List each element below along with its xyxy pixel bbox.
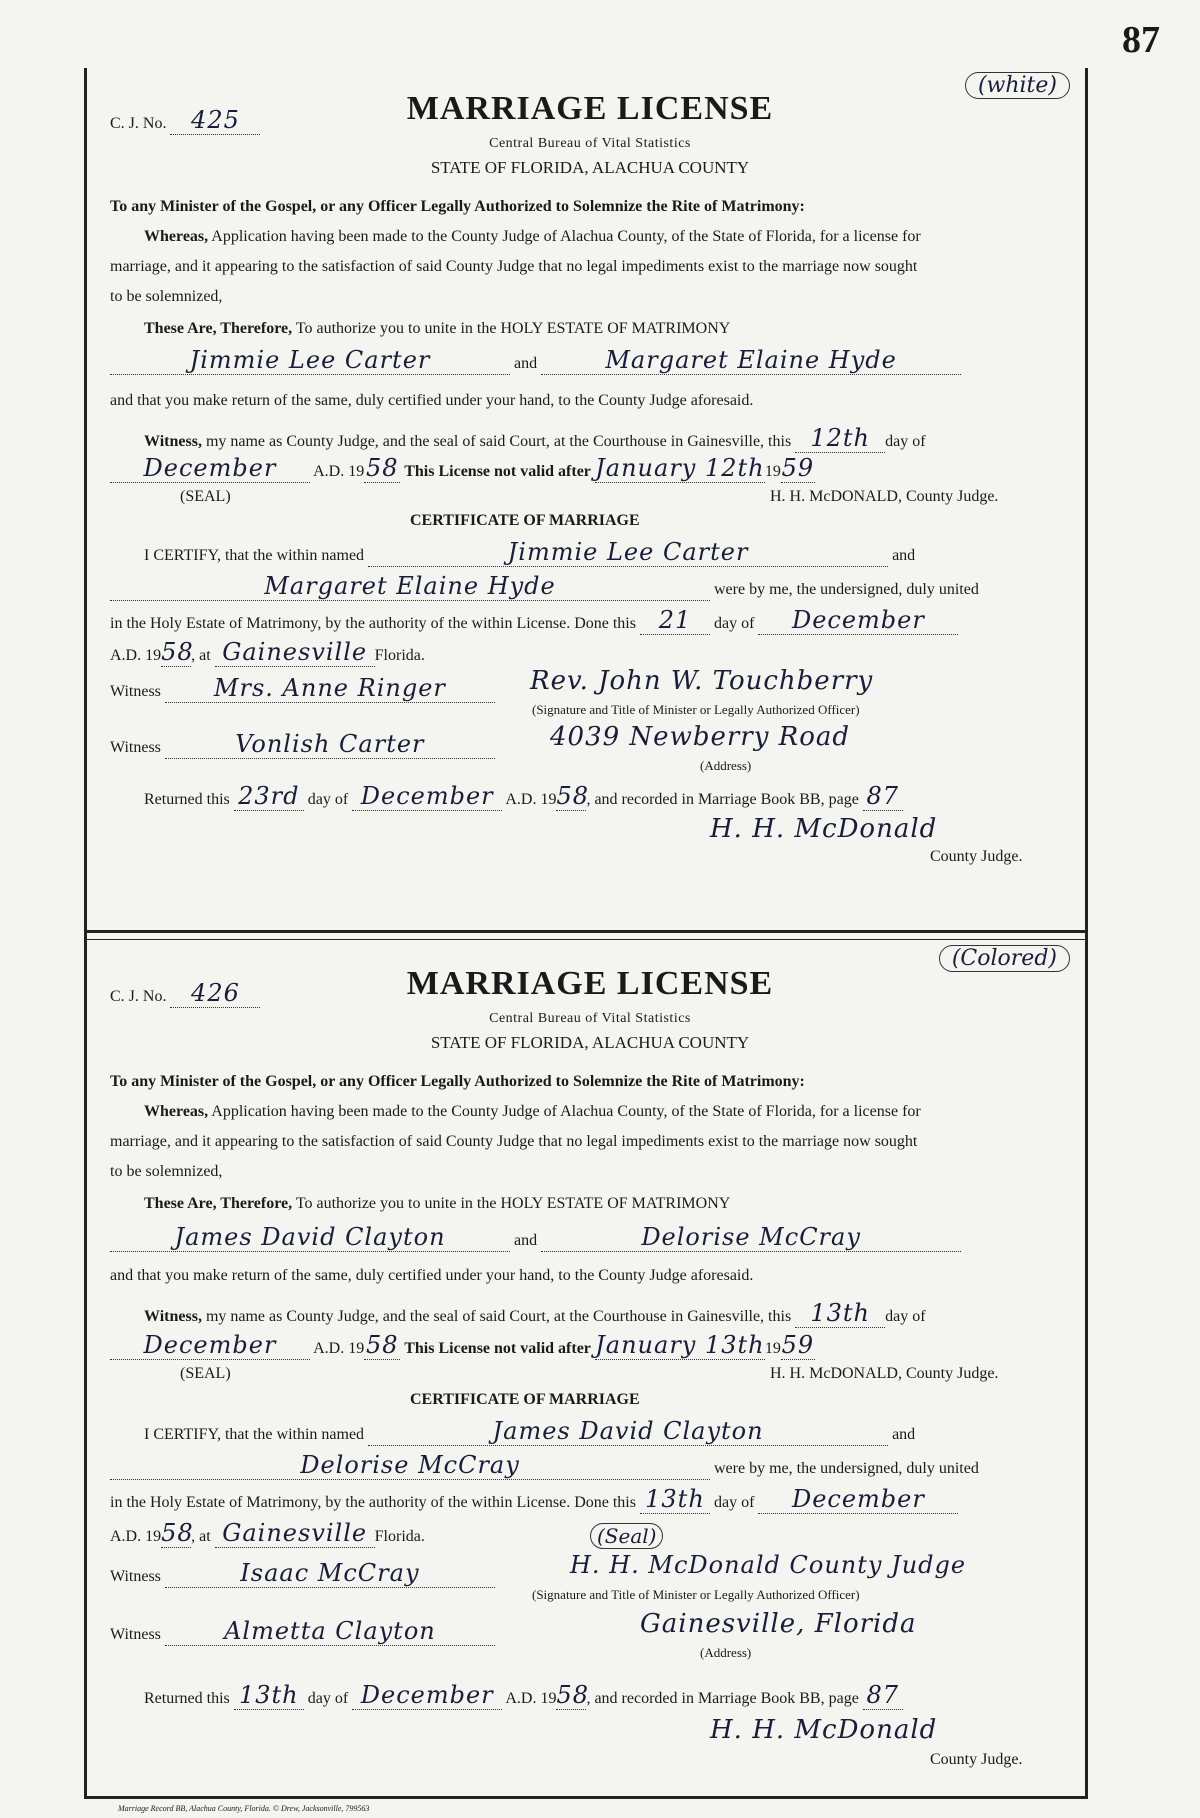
- signature-caption: (Signature and Title of Minister or Legally Authorized Officer): [532, 1587, 860, 1602]
- at-word: , at: [191, 1528, 211, 1545]
- license-title: MARRIAGE LICENSE: [406, 90, 774, 127]
- done-ad: A.D. 19: [110, 1528, 162, 1545]
- returned-text: Returned this: [144, 1690, 230, 1707]
- returned-line: [144, 782, 903, 811]
- whereas-text-1: Application having been made to the County Judge of Alachua County, of the State of Florida, for a license for: [211, 228, 921, 245]
- cert-bride-name: Delorise McCray: [110, 1451, 710, 1480]
- whereas-line-3: to be solemnized,: [110, 1163, 223, 1180]
- address-line: To any Minister of the Gospel, or any Officer Legally Authorized to Solemnize the Rite of Matrimony:: [110, 1073, 805, 1090]
- witness-line: [144, 424, 926, 453]
- bureau-name: Central Bureau of Vital Statistics: [489, 136, 691, 151]
- holy-estate-line: [110, 1485, 958, 1514]
- day-of: day of: [885, 1308, 926, 1325]
- returned-ad: A.D. 19: [505, 791, 557, 808]
- witness-1-name: Mrs. Anne Ringer: [165, 674, 495, 703]
- sheet-bottom-rule: [84, 1796, 1088, 1799]
- judge-signature: H. H. McDonald: [710, 814, 938, 844]
- day-of: day of: [885, 433, 926, 450]
- these-text: To authorize you to unite in the HOLY ESTATE OF MATRIMONY: [295, 320, 731, 337]
- witness-lead: Witness,: [144, 433, 202, 450]
- united-text: were by me, the undersigned, duly united: [714, 581, 979, 598]
- cert-bride-line: [110, 1451, 979, 1480]
- cj-number: 426: [170, 979, 260, 1008]
- done-day: 21: [640, 606, 710, 635]
- whereas-text-1: Application having been made to the County Judge of Alachua County, of the State of Florida, for a license for: [211, 1103, 921, 1120]
- certify-text: I CERTIFY, that the within named: [144, 1426, 365, 1443]
- expiry-date: January 13th: [595, 1331, 765, 1359]
- witness-text: my name as County Judge, and the seal of said Court, at the Courthouse in Gainesville, this: [205, 1308, 792, 1325]
- county-judge-label: County Judge.: [930, 1751, 1023, 1768]
- these-text: To authorize you to unite in the HOLY ESTATE OF MATRIMONY: [295, 1195, 731, 1212]
- issue-date-line: [110, 454, 815, 483]
- couple-line: [110, 346, 961, 375]
- issue-year: 58: [365, 1331, 399, 1359]
- returned-day: 13th: [234, 1681, 304, 1710]
- officiant-signature-wrap: [570, 1551, 966, 1579]
- seal-handwritten: (Seal): [590, 1523, 663, 1549]
- county-judge-label: County Judge.: [930, 848, 1023, 865]
- witness-2-name: Almetta Clayton: [165, 1617, 495, 1646]
- issue-date-line: [110, 1331, 815, 1360]
- judge-signature-wrap: [710, 1715, 937, 1745]
- race-note: (Colored): [939, 945, 1070, 972]
- officiant-signature-wrap: [530, 666, 873, 696]
- bride-name: Margaret Elaine Hyde: [541, 346, 961, 375]
- record-page: 87: [863, 1681, 903, 1710]
- done-place-line: [110, 638, 425, 667]
- bride-name: Delorise McCray: [541, 1223, 961, 1252]
- done-day-of: day of: [713, 1494, 755, 1511]
- and-word: and: [514, 355, 538, 372]
- groom-name: Jimmie Lee Carter: [110, 346, 510, 375]
- return-line: and that you make return of the same, duly certified under your hand, to the County Judge aforesaid.: [110, 392, 754, 409]
- whereas-line-2: marriage, and it appearing to the satisfaction of said County Judge that no legal impediments exist to the marriage now sought: [110, 258, 918, 275]
- issue-day: 13th: [795, 1299, 885, 1328]
- these-lead: These Are, Therefore,: [144, 1195, 293, 1212]
- expiry-year: 59: [781, 454, 815, 482]
- holy-estate-line: [110, 606, 958, 635]
- officiant-address-wrap: [550, 722, 850, 752]
- whereas-lead: Whereas,: [144, 1103, 209, 1120]
- florida-word: Florida.: [374, 647, 425, 664]
- bureau-name: Central Bureau of Vital Statistics: [489, 1011, 691, 1026]
- not-valid-after: This License not valid after: [404, 1340, 591, 1357]
- done-month: December: [758, 606, 958, 635]
- race-note: (white): [965, 72, 1070, 99]
- signature-caption: (Signature and Title of Minister or Legally Authorized Officer): [532, 702, 860, 717]
- done-year: 58: [161, 638, 194, 666]
- witness-1-line: [110, 674, 495, 703]
- couple-line: [110, 1223, 961, 1252]
- recorded-text: , and recorded in Marriage Book BB, page: [586, 1690, 859, 1707]
- witness-1-label: Witness: [110, 1568, 161, 1585]
- witness-line: [144, 1299, 926, 1328]
- done-day: 13th: [640, 1485, 710, 1514]
- cert-bride-line: [110, 572, 979, 601]
- returned-text: Returned this: [144, 791, 230, 808]
- officiant-signature: H. H. McDonald County Judge: [570, 1551, 967, 1579]
- officiant-address-wrap: [640, 1609, 917, 1639]
- witness-1-line: [110, 1559, 495, 1588]
- ad-19: A.D. 19: [313, 1340, 365, 1357]
- address-line: To any Minister of the Gospel, or any Officer Legally Authorized to Solemnize the Rite of Matrimony:: [110, 198, 805, 215]
- whereas-line-1: [144, 228, 921, 246]
- expiry-year: 59: [781, 1331, 815, 1359]
- seal-label: (SEAL): [180, 1365, 231, 1382]
- issue-month: December: [110, 1331, 310, 1360]
- returned-month: December: [352, 1681, 502, 1710]
- witness-1-name: Isaac McCray: [165, 1559, 495, 1588]
- done-place-line: [110, 1519, 425, 1548]
- seal-label: (SEAL): [180, 488, 231, 505]
- license-title: MARRIAGE LICENSE: [406, 965, 774, 1002]
- these-are-line: [144, 1195, 730, 1213]
- ad-19: A.D. 19: [313, 463, 365, 480]
- holy-text: in the Holy Estate of Matrimony, by the authority of the within License. Done this: [110, 1494, 636, 1511]
- certify-line: [144, 538, 915, 567]
- cert-and: and: [892, 1426, 916, 1443]
- cert-and: and: [892, 547, 916, 564]
- returned-month: December: [352, 782, 502, 811]
- returned-line: [144, 1681, 903, 1710]
- cj-label: C. J. No.: [110, 988, 167, 1005]
- returned-day-of: day of: [307, 791, 349, 808]
- certify-line: [144, 1417, 915, 1446]
- officiant-address: Gainesville, Florida: [640, 1609, 917, 1639]
- and-word: and: [514, 1232, 538, 1249]
- returned-day-of: day of: [307, 1690, 349, 1707]
- florida-word: Florida.: [374, 1528, 425, 1545]
- whereas-line-2: marriage, and it appearing to the satisfaction of said County Judge that no legal impediments exist to the marriage now sought: [110, 1133, 918, 1150]
- whereas-lead: Whereas,: [144, 228, 209, 245]
- holy-text: in the Holy Estate of Matrimony, by the authority of the within License. Done this: [110, 615, 636, 632]
- cert-groom-name: Jimmie Lee Carter: [368, 538, 888, 567]
- state-county: STATE OF FLORIDA, ALACHUA COUNTY: [430, 158, 750, 177]
- license-divider: [84, 930, 1088, 940]
- judge-printed: H. H. McDONALD, County Judge.: [770, 488, 999, 505]
- address-caption: (Address): [700, 1645, 752, 1660]
- recorded-text: , and recorded in Marriage Book BB, page: [586, 791, 859, 808]
- witness-2-line: [110, 1617, 495, 1646]
- witness-lead: Witness,: [144, 1308, 202, 1325]
- returned-year: 58: [556, 782, 589, 810]
- not-valid-after: This License not valid after: [404, 463, 591, 480]
- record-page: 87: [863, 782, 903, 811]
- cert-groom-name: James David Clayton: [368, 1417, 888, 1446]
- return-line: and that you make return of the same, duly certified under your hand, to the County Judge aforesaid.: [110, 1267, 754, 1284]
- judge-signature-wrap: [710, 814, 937, 844]
- done-month: December: [758, 1485, 958, 1514]
- certificate-title: CERTIFICATE OF MARRIAGE: [410, 512, 640, 529]
- certificate-title: CERTIFICATE OF MARRIAGE: [410, 1391, 640, 1408]
- at-word: , at: [191, 647, 211, 664]
- united-text: were by me, the undersigned, duly united: [714, 1460, 979, 1477]
- groom-name: James David Clayton: [110, 1223, 510, 1252]
- witness-2-line: [110, 730, 495, 759]
- issue-month: December: [110, 454, 310, 483]
- officiant-address: 4039 Newberry Road: [550, 722, 851, 752]
- returned-ad: A.D. 19: [505, 1690, 557, 1707]
- returned-day: 23rd: [234, 782, 304, 811]
- done-day-of: day of: [713, 615, 755, 632]
- cj-label: C. J. No.: [110, 115, 167, 132]
- certify-text: I CERTIFY, that the within named: [144, 547, 365, 564]
- witness-2-label: Witness: [110, 1626, 161, 1643]
- issue-day: 12th: [795, 424, 885, 453]
- form-footer: Marriage Record BB, Alachua County, Florida. © Drew, Jacksonville, 799563: [118, 1804, 370, 1813]
- returned-year: 58: [556, 1681, 589, 1709]
- done-place: Gainesville: [215, 638, 375, 667]
- officiant-signature: Rev. John W. Touchberry: [530, 666, 874, 696]
- page-number: 87: [1122, 19, 1160, 61]
- done-place: Gainesville: [215, 1519, 375, 1548]
- judge-signature: H. H. McDonald: [710, 1715, 938, 1745]
- expiry-19: 19: [764, 463, 781, 480]
- cj-number: 425: [170, 106, 260, 135]
- judge-printed: H. H. McDONALD, County Judge.: [770, 1365, 999, 1382]
- state-county: STATE OF FLORIDA, ALACHUA COUNTY: [430, 1033, 750, 1052]
- witness-text: my name as County Judge, and the seal of said Court, at the Courthouse in Gainesville, this: [205, 433, 792, 450]
- cert-bride-name: Margaret Elaine Hyde: [110, 572, 710, 601]
- witness-2-label: Witness: [110, 739, 161, 756]
- witness-2-name: Vonlish Carter: [165, 730, 495, 759]
- these-are-line: [144, 320, 730, 338]
- these-lead: These Are, Therefore,: [144, 320, 293, 337]
- issue-year: 58: [365, 454, 399, 482]
- witness-1-label: Witness: [110, 683, 161, 700]
- address-caption: (Address): [700, 758, 752, 773]
- whereas-line-1: [144, 1103, 921, 1121]
- whereas-line-3: to be solemnized,: [110, 288, 223, 305]
- expiry-date: January 12th: [595, 454, 765, 482]
- expiry-19: 19: [764, 1340, 781, 1357]
- done-ad: A.D. 19: [110, 647, 162, 664]
- done-year: 58: [161, 1519, 194, 1547]
